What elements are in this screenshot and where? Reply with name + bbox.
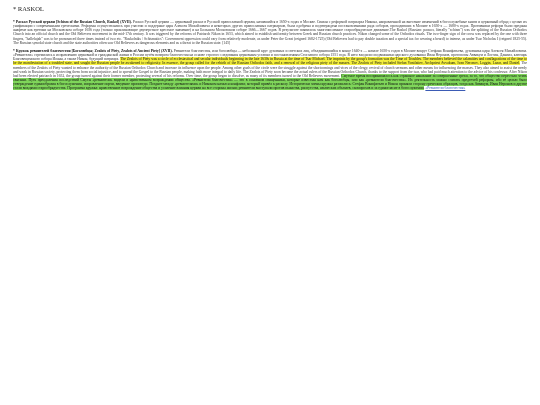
highlight-en-intro: The Zealots of Piety was a circle of ecclesiastical and secular individuals beginning in the late 1630s in Russia at the time of Tsar Michael. The imprints by the group's formation was the Time of Troubles. The members believed the calamities and conflagrations of the time to be the manifestation of a troubled state, and sought the Russian people be awakened to religiosity. In essence, the group called for the rebirth of the Russian Orthodox faith, and a renewal of the religious piety of the masses. The Zealots of Piety included Stefan Vonifatiev, Archpriest Avvakum, Ivan Neronov, Loggin, Lazar, and Daniel.: [13, 57, 527, 66]
paragraph-title: * Кружок ревнителей благочестия [Боголюбцы; Zealots of Piety, Zealots of Ancient Piety] (XVII).: [13, 48, 173, 53]
paragraph-text-ru: Ревнители благочестия, или боголюбцы — небольшой круг духовных и светских лиц, объединившийся в конце 1640-х — начале 1650-х годов в Москве вокруг Стефана Вонифатьева, духовника царя Алексея Михайловича. «Ревнители» стремились к исправлению церковной и гражданской жизни в России путём возврата благочестия на основе строгого следования церковным уставам и постановлениям Стоглавого собора 1551 года. В него входили сподвижники царского духовника Иван Неронов, протопопы Аввакум и Логгин, Даниил, ключарь Благовещенского собора Иоанн, а также Никон, будущий патриарх.: [13, 48, 528, 62]
paragraph-title: * Раскол Русской церкви [Schism of the Russian Church, Raskol] (XVII).: [13, 20, 132, 24]
highlight-ru-main: Смутное время воспринималось как страшное наказание за совершенные грехи, за то, что общество перестало чтить святыни. Путь преодоления последствий Смуты «ревнители» видели в нравственном возрождении общества. «Ревнители благочестия» — это в основном священники, которые известны нам как боголюбцы, или как «ревнители благочестия». Их деятельность можно считать предтечей реформы, ибо её целью было утверждение единообразия в богослужении, исправление порчи, введение проповеди. Позднее между «ревнителями» и Никоном начался конфликт, который привёл к расколу. Исторически члены кружка разошлись: Стефан Вонифатьев и Никон приняли сторону греческих образцов, тогда как Аввакум, Иван Неронов и другие стали вождями старообрядчества. Программа кружка: нравственное возрождение общества и усиление влияния церкви на все стороны жизни; ревнители выступали против пьянства, распутства, языческих обычаев, скоморохов и за единогласие в богослужении.: [13, 73, 527, 91]
document-body: [13, 20, 527, 95]
paragraph-raskol: [13, 20, 527, 45]
paragraph-text-ru: Раскол Русской церкви — церковный раскол в Русской православной церкви, начавшийся в 1650-х годах в Москве. Связан с реформой патриарха Никона, направленной на внесение изменений в богослужебные книги и церковный обряд с целью их унификации с современными греческими. Реформы осуществлялись при участии и поддержке царя Алексея Михайловича и некоторых других православных патриархов, была одобрена и подтверждена постановлениями ряда соборов, проходивших в Москве в 1650-х — 1680-х годах. Противники реформ были преданы анафеме как еретики на Московском соборе 1656 года (только проклинающие двуперстное крестное знамение) и на Большом Московском соборе 1666—1667 годов. В результате появилось многочисленное старообрядческое движение.: [13, 20, 528, 33]
doc-header: * RASKOL: [13, 6, 44, 13]
paragraph-zealots: [13, 49, 527, 91]
paragraph-text-en: The members of the Zealots of Piety wanted to enhance the authority of the Russian Orthodox Church and increase its influence upon the people. Among other goals of the circle were the struggle against the shortcomings and vices of the clergy, revival of church sermons and other means for influencing the masses. They also aimed to assist the needy and weak in Russian society, protecting them from social injustice, and to spread the Gospel to the Russian people, making faith more integral to daily life. The Zealots of Piety soon became the actual rulers of the Russian Orthodox Church, thanks to the support from the tsar, who had paid much attention to the advice of his confessor. After Nikon had been elected patriarch in 1652, the group turned against their former member, protesting several of his reforms. Over time, the group began to dissolve, as many of its members turned to the Old Believers movement.: [13, 61, 528, 78]
paragraph-text-en: The Raskol (Russian: раскол, literally "schism") was the splitting of the Russian Orthodox Church into an official church and the Old Believers movement in the mid-17th century. It was triggered by the reforms of Patriarch Nikon in 1653, which aimed to establish uniformity between Greek and Russian church practices. Nikon changed some of the Orthodox rituals. The two-finger sign of the cross was replaced by the one with three fingers, "hallelujah" was to be pronounced three times instead of two etc. "Raskolniks / Schismatics": Government oppression could vary from relatively moderate, as under Peter the Great (reigned 1682-1725) (Old Believers had to pay double taxation and a special tax for wearing a beard) to intense, as under Tsar Nicholas I (reigned 1825-55). The Russian synodal state church and the state authorities often saw Old Believers as dangerous elements and as a threat to the Russian state. [145]: [13, 28, 527, 45]
wiki-link[interactable]: «Ревнители благочестия»: [425, 86, 466, 91]
